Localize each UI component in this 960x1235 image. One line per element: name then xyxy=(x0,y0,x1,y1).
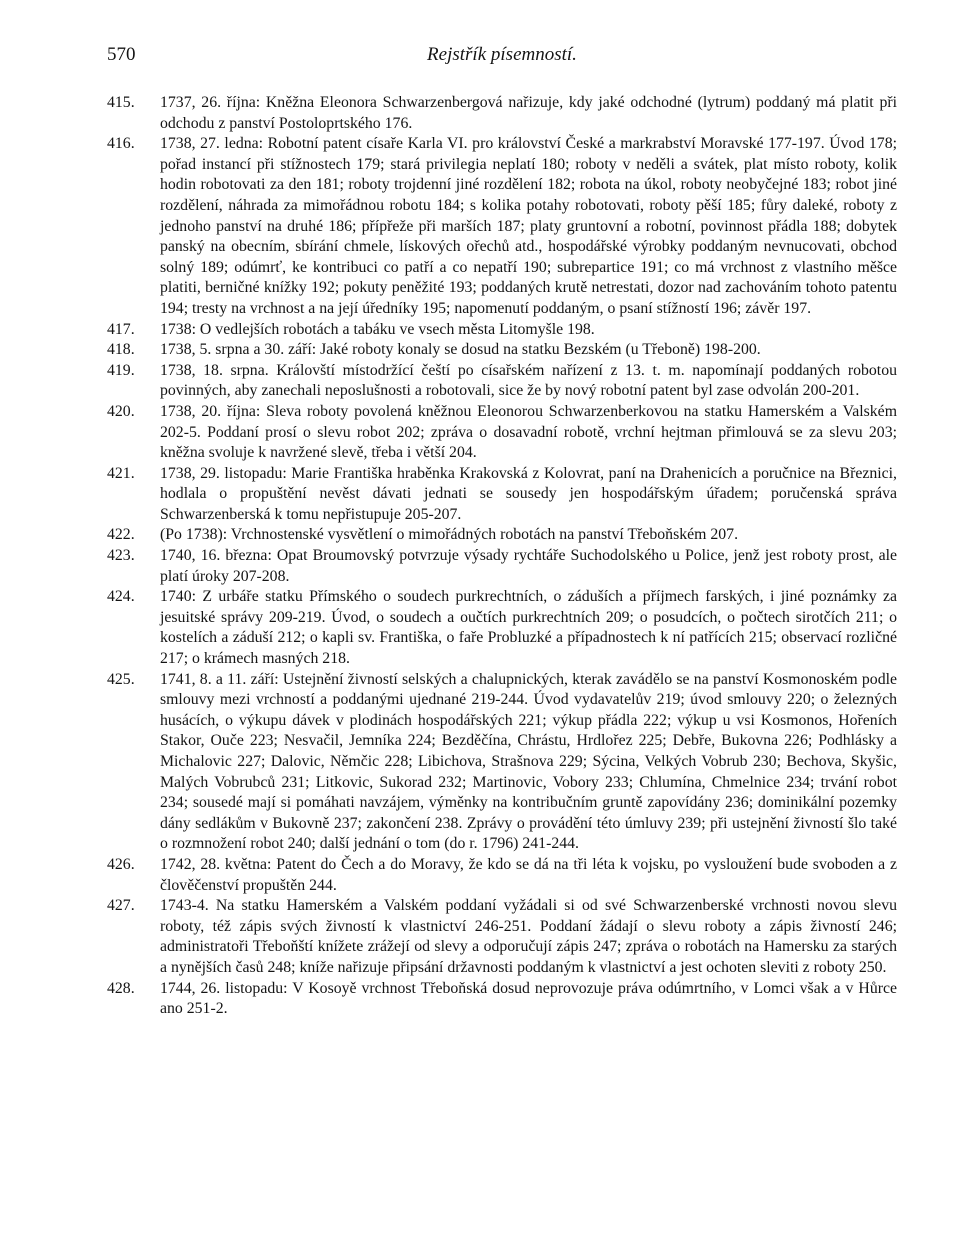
entry-text: 1744, 26. listopadu: V Kosoyě vrchnost Třeboňská dosud neprovozuje práva odúmrtního, v Lomci však a v Hůrce ano 251-2. xyxy=(160,979,897,1018)
entry-text: 1738, 5. srpna a 30. září: Jaké roboty konaly se dosud na statku Bezském (u Třeboně) 198-200. xyxy=(160,341,761,359)
entry-number: 426. xyxy=(107,855,135,873)
entry-text: 1740, 16. března: Opat Broumovský potvrzuje výsady rychtáře Suchodolského u Police, jenž jest roboty prost, ale platí úroky 207-208. xyxy=(160,547,897,585)
entry-text: 1742, 28. května: Patent do Čech a do Moravy, že kdo se dá na tři léta k vojsku, po vysloužení bude svoboden a z člověčenství propuštěn 244. xyxy=(160,855,897,894)
register-entry xyxy=(107,320,897,341)
page-number: 570 xyxy=(107,44,136,65)
entry-number: 421. xyxy=(107,464,135,482)
entry-number: 417. xyxy=(107,320,135,338)
entry-number: 415. xyxy=(107,94,135,111)
entry-number: 419. xyxy=(107,361,135,379)
register-entry xyxy=(107,546,897,587)
entry-number: 423. xyxy=(107,547,135,565)
register-entry xyxy=(107,670,897,855)
register-entry xyxy=(107,464,897,526)
register-entry xyxy=(107,361,897,402)
entry-text: 1743-4. Na statku Hamerském a Valském poddaní vyžádali si od své Schwarzenberské vrchnosti novou slevu roboty, též zápis svých živností k vlastnictví 246-251. Poddaní žádají o slevu roboty a zápis živností 246; administratoři Třeboňští knížete zrážejí od slevy a odporučují zápis 247; zpráva o robotách na Hamersku za starých a nynějších časů 248; kníže nařizuje připsání državnosti poddaným k vlastnictví a jest ochoten sleviti z roboty 250. xyxy=(160,897,897,976)
register-entry xyxy=(107,402,897,464)
entry-text: 1738, 18. srpna. Královští místodržící čeští po císařském nařízení z 13. t. m. napomínají poddaných robotou povinných, aby zanechali neposlušnosti a robotovali, sice že by nový robotní patent byl zase odvolán 200-201. xyxy=(160,361,897,400)
entry-text: 1738, 27. ledna: Robotní patent císaře Karla VI. pro království České a markrabství Moravské 177-197. Úvod 178; pořad instancí při stížnostech 179; stará privilegia neplatí 180; roboty v neděli a svátek, plat místo roboty, kolik hodin robotovati za den 181; roboty trojdenní jiné rozdělení 182; robota na úkol, roboty neobyčejné 183; robot jiné rozdělení, náhrada za mimořádnou robotu 184; s kolika potahy robotovati, roboty pěší 185; fůry daleké, roboty z jednoho panství na druhé 186; přípřeže při marších 187; platy gruntovní a robotní, povinnost přádla 188; dobytek panský na obecním, sbírání chmele, lískových ořechů atd., hospodářské výrobky poddaným nevnucovati, obchod solný 189; odúmrť, ke kontribuci co patří a co nepatří 190; subrepartice 191; co má vrchnost z vlastního měšce platiti, berničné knížky 192; pokuty peněžité 193; poddaných krutě netrestati, dozor nad zachováním tohoto patentu 194; tresty na vrchnost a na její úředníky 195; napomenutí poddaným, o psaní stížností 196; závěr 197. xyxy=(160,135,897,317)
entry-number: 427. xyxy=(107,897,135,915)
entry-list xyxy=(107,93,897,1020)
entry-text: 1741, 8. a 11. září: Ustejnění živností selských a chalupnických, kterak zavádělo se na panství Kosmonoském podle smlouvy mezi vrchností a poddanými ujednané 219-244. Úvod vydavatelův 219; úvod smlouvy 220; o železných husácích, o výkupu dávek v plodinách hospodářských 221; výkup přádla 222; výkup u vsi Kosmonos, Hořeních Stakor, Ouče 223; Nesvačil, Jemníka 224; Bezděčína, Chrástu, Hrdlořez 225; Debře, Bukovna 226; Podhlásky a Michalovic 227; Dalovic, Němčic 228; Libichova, Strašnova 229; Sýcina, Velkých Vobrub 230; Bechova, Skyšic, Malých Vobrubců 231; Litkovic, Sukorad 232; Martinovic, Vobory 233; Chlumína, Chmelnice 234; trvání robot 234; sousedé mají si pomáhati navzájem, výměnky na kontribučním gruntě zapovídány 236; dominikální pozemky dány sedlákům v Bukovně 237; zakončení 238. Zprávy o provádění této úmluvy 239; při ustejnění živností šlo také o rozmnožení robot 240; další jednání o tom (do r. 1796) 241-244. xyxy=(160,670,897,853)
running-title: Rejstřík písemností. xyxy=(427,44,577,65)
entry-text: 1737, 26. října: Kněžna Eleonora Schwarzenbergová nařizuje, kdy jaké odchodné (lytrum) poddaný má platit při odchodu z panství Postoloprtského 176. xyxy=(160,94,897,132)
register-entry xyxy=(107,525,897,546)
entry-text: (Po 1738): Vrchnostenské vysvětlení o mimořádných robotách na panství Třeboňském 207. xyxy=(160,526,739,544)
register-entry xyxy=(107,979,897,1020)
entry-text: 1738, 20. října: Sleva roboty povolená kněžnou Eleonorou Schwarzenberkovou na statku Hamerském a Valském 202-5. Poddaní prosí o slevu robot 202; zpráva o dosavadní robotě, vrchní hejtman přimlouvá se za slevu 203; kněžna svoluje k navržené slevě, třeba i větší 204. xyxy=(160,402,897,462)
entry-number: 418. xyxy=(107,341,135,359)
register-entry xyxy=(107,134,897,319)
page-header xyxy=(107,44,897,72)
entry-text: 1738, 29. listopadu: Marie Františka hraběnka Krakovská z Kolovrat, paní na Drahenicích a poručnice na Březnici, hodlala o propuštění nevěst dávati jednati se sousedy jen hospodářským úřadem; poručenská správa Schwarzenberská k tomu nepřistupuje 205-207. xyxy=(160,464,897,523)
entry-number: 425. xyxy=(107,670,135,688)
entry-number: 422. xyxy=(107,526,135,544)
register-entry xyxy=(107,896,897,978)
register-entry xyxy=(107,340,897,361)
entry-text: 1740: Z urbáře statku Přímského o soudech purkrechtních, o záduších a příjmech farských, i jiné poznámky za jesuitské správy 209-219. Úvod, o soudech a oučtích purkrechtních 209; o posudcích, o počtech sirotčích 211; o kostelích a záduší 212; o kapli sv. Františka, o faře Probluzké a případnostech k ní patřících 215; observací rozličné 217; o krámech masných 218. xyxy=(160,588,897,668)
entry-number: 424. xyxy=(107,588,135,606)
register-entry xyxy=(107,93,897,134)
entry-number: 420. xyxy=(107,402,135,420)
register-entry xyxy=(107,855,897,896)
register-entry xyxy=(107,587,897,669)
entry-number: 428. xyxy=(107,979,135,997)
entry-number: 416. xyxy=(107,135,135,153)
entry-text: 1738: O vedlejších robotách a tabáku ve vsech města Litomyšle 198. xyxy=(160,320,595,338)
